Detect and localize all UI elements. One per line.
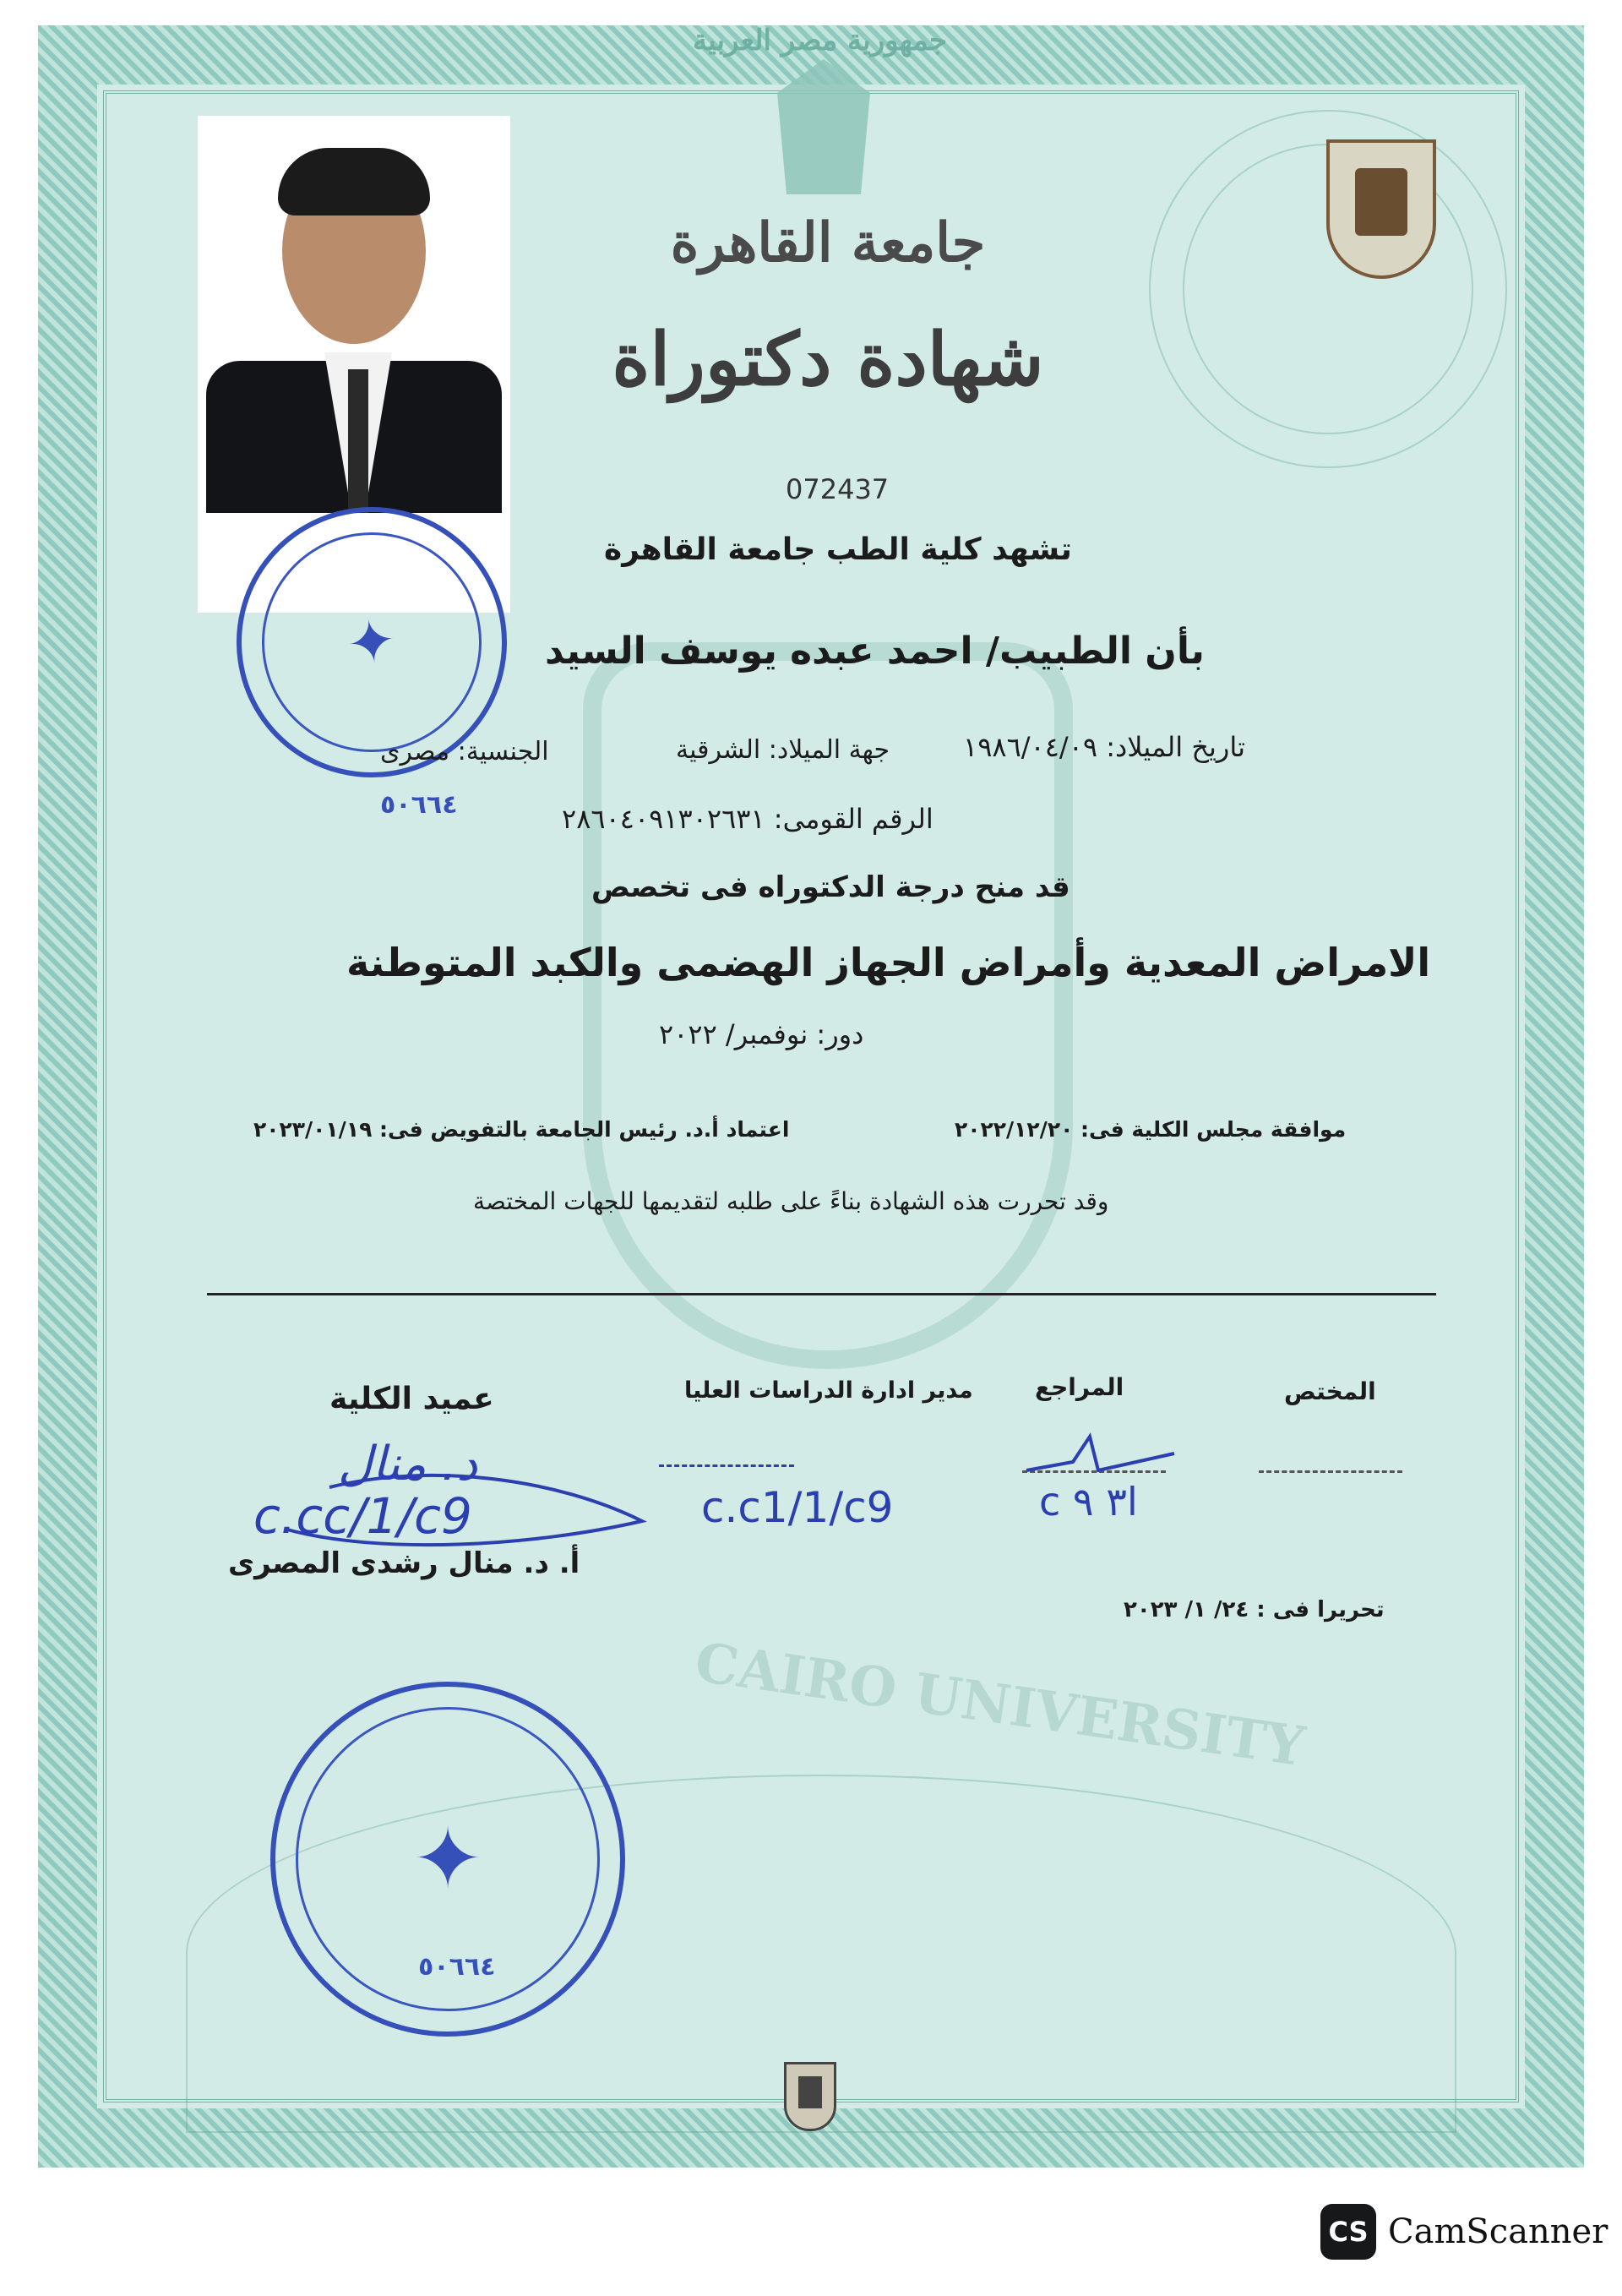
eagle-emblem-icon	[777, 59, 870, 194]
specialist-label: المختص	[1284, 1377, 1376, 1405]
camscanner-watermark	[1320, 2204, 1608, 2260]
stamp-number: ٥٠٦٦٤	[380, 790, 458, 820]
council-approval: موافقة مجلس الكلية فى: ٢٠٢٢/١٢/٢٠	[955, 1117, 1347, 1142]
camscanner-icon: CS	[1320, 2204, 1376, 2260]
specialty: الامراض المعدية وأمراض الجهاز الهضمى والكبد المتوطنة	[346, 940, 1431, 985]
stamp-eagle-icon: ✦	[342, 604, 401, 680]
watermark-english-text: CAIRO UNIVERSITY	[691, 1630, 1309, 1780]
cairo-university-small-logo-icon	[784, 2062, 836, 2131]
president-approval: اعتماد أ.د. رئيس الجامعة بالتفويض فى: ٢٠٢٣/٠١/١٩	[253, 1117, 790, 1142]
degree-title: شهادة دكتوراة	[612, 317, 1044, 402]
reviewer-label: المراجع	[1035, 1373, 1124, 1401]
intro-text: تشهد كلية الطب جامعة القاهرة	[604, 532, 1072, 567]
dean-signature-stroke	[279, 1428, 650, 1555]
director-signature-date: c.c1/1/c9	[701, 1483, 894, 1532]
stamp-eagle-icon: ✦	[412, 1809, 483, 1908]
country-arc-text: جمهورية مصر العربية	[693, 24, 948, 57]
nationality: الجنسية: مصرى	[380, 737, 549, 766]
dean-signature: د. منال	[338, 1437, 478, 1492]
director-signature-mark	[659, 1464, 794, 1467]
session: دور: نوفمبر/ ٢٠٢٢	[659, 1018, 864, 1050]
birth-place: جهة الميلاد: الشرقية	[676, 735, 890, 765]
dean-signature-date: c.cc/1/c9	[253, 1487, 472, 1545]
degree-granted-text: قد منح درجة الدكتوراه فى تخصص	[591, 870, 1070, 904]
dean-name: أ. د. منال رشدى المصرى	[228, 1546, 580, 1580]
reviewer-signature-date: c ا٣ ٩	[1039, 1479, 1138, 1524]
university-title: جامعة القاهرة	[670, 211, 986, 275]
national-id: الرقم القومى: ٢٨٦٠٤٠٩١٣٠٢٦٣١	[562, 803, 933, 835]
recipient-name: بأن الطبيب/ احمد عبده يوسف السيد	[545, 630, 1205, 673]
official-stamp-bottom	[270, 1682, 625, 2037]
separator-line	[207, 1293, 1436, 1295]
issued-note: وقد تحررت هذه الشهادة بناءً على طلبه لتقديمها للجهات المختصة	[473, 1187, 1109, 1215]
camscanner-brand: CamScanner	[1388, 2212, 1608, 2251]
birth-date: تاريخ الميلاد: ١٩٨٦/٠٤/٠٩	[963, 731, 1245, 763]
serial-number: 072437	[786, 473, 890, 505]
dean-label: عميد الكلية	[329, 1382, 494, 1416]
issued-on-date: تحريرا فى : ٢٤/ ١/ ٢٠٢٣	[1124, 1597, 1385, 1622]
stamp-number: ٥٠٦٦٤	[418, 1952, 496, 1982]
specialist-signature-line	[1259, 1470, 1402, 1473]
cairo-university-logo-icon	[1326, 139, 1436, 279]
director-label: مدير ادارة الدراسات العليا	[684, 1377, 973, 1404]
